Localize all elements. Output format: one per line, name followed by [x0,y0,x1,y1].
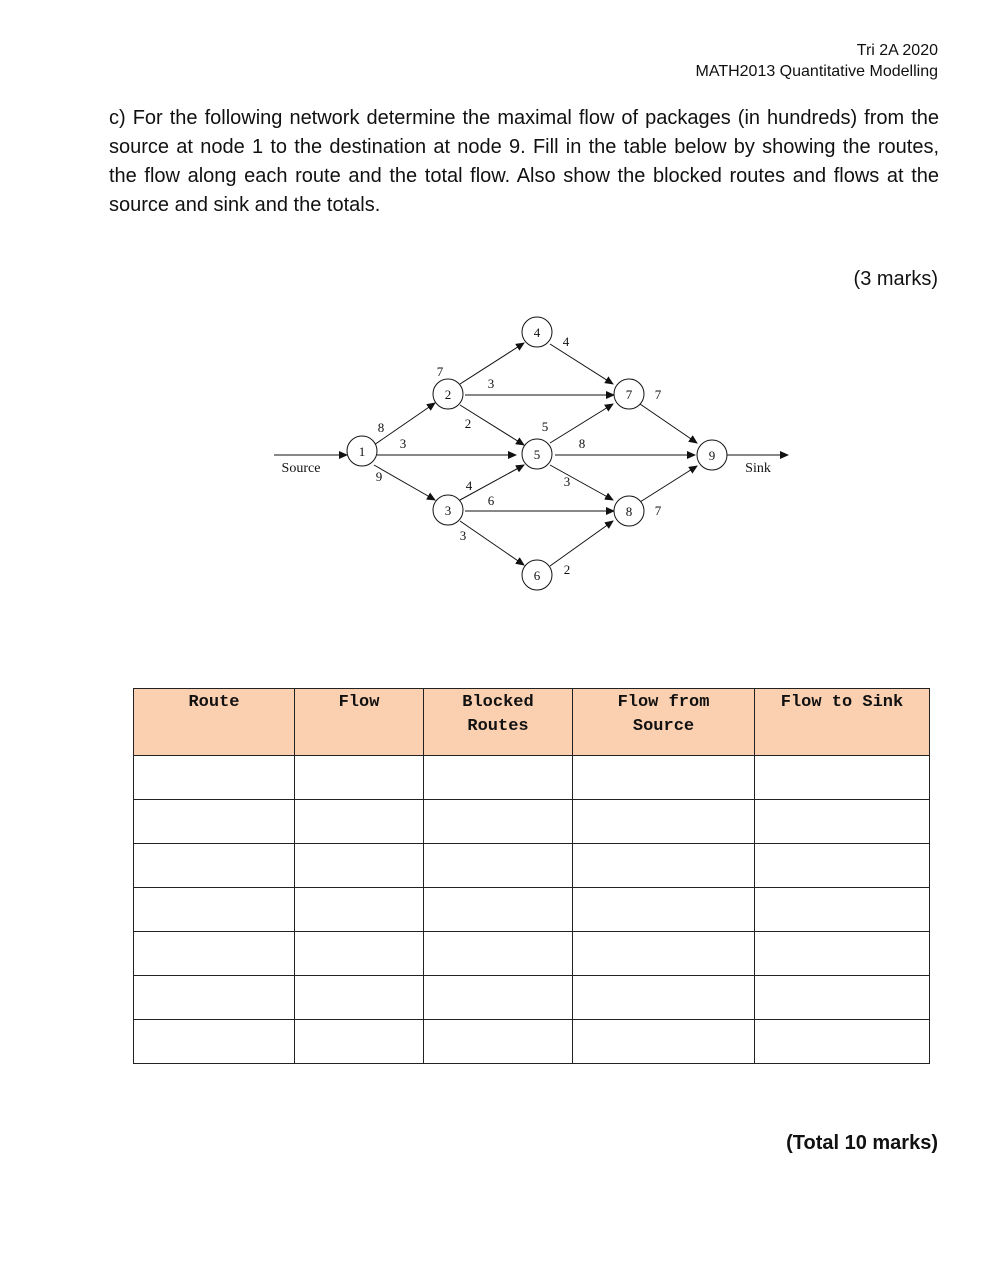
edge-5-8 [550,465,613,500]
node-1-label: 1 [358,444,366,459]
flow-to-sink-cell[interactable] [755,1020,930,1064]
route-cell[interactable] [134,756,295,800]
edge-label: 2 [563,562,571,577]
trimester-label: Tri 2A 2020 [856,42,938,59]
flow-from-source-cell[interactable] [573,976,755,1020]
table-row [134,932,930,976]
edge-6-8 [550,521,613,566]
flow-from-source-cell[interactable] [573,1020,755,1064]
header-flow-from-source: Flow from Source [573,689,755,756]
blocked-routes-cell[interactable] [424,888,573,932]
node-9-label: 9 [708,448,716,463]
edge-4-7 [550,344,613,384]
edge-label: 7 [654,503,662,518]
edge-label: 5 [541,419,549,434]
edge-label: 6 [487,493,495,508]
route-cell[interactable] [134,888,295,932]
edge-label: 4 [562,334,570,349]
node-7-label: 7 [625,387,633,402]
table-row [134,1020,930,1064]
flow-cell[interactable] [295,800,424,844]
flow-cell[interactable] [295,888,424,932]
edge-label: 8 [578,436,586,451]
node-4-label: 4 [533,325,541,340]
route-cell[interactable] [134,800,295,844]
node-3-label: 3 [444,503,452,518]
flow-from-source-cell[interactable] [573,756,755,800]
flow-cell[interactable] [295,1020,424,1064]
edge-label: 3 [399,436,407,451]
flow-to-sink-cell[interactable] [755,976,930,1020]
blocked-routes-cell[interactable] [424,1020,573,1064]
source-label: Source [281,461,321,476]
network-diagram [260,300,800,600]
edge-1-3 [374,465,435,500]
header-flow-to-sink: Flow to Sink [755,689,930,756]
flow-to-sink-cell[interactable] [755,888,930,932]
header-flow: Flow [295,689,424,756]
flow-cell[interactable] [295,932,424,976]
route-cell[interactable] [134,1020,295,1064]
flow-from-source-cell[interactable] [573,800,755,844]
flow-cell[interactable] [295,756,424,800]
table-row [134,756,930,800]
table-row [134,888,930,932]
edge-label: 7 [654,387,662,402]
edge-label: 3 [459,528,467,543]
header-route: Route [134,689,295,756]
edge-label: 8 [377,420,385,435]
route-cell[interactable] [134,976,295,1020]
blocked-routes-cell[interactable] [424,756,573,800]
sink-label: Sink [745,461,771,476]
question-text: c) For the following network determine the maximal flow of packages (in hundreds) from the source at node 1 to the destination at node 9. Fill in the table below by showing the routes, the flow along each route and the total flow. Also show the blocked routes and flows at the source and sink and the totals. [109,107,939,216]
question-marks: (3 marks) [853,268,938,290]
blocked-routes-cell[interactable] [424,932,573,976]
route-cell[interactable] [134,844,295,888]
edge-8-9 [640,466,697,502]
blocked-routes-cell[interactable] [424,844,573,888]
header-blocked-routes: Blocked Routes [424,689,573,756]
course-title: MATH2013 Quantitative Modelling [695,63,938,80]
node-5-label: 5 [533,447,541,462]
page-header [696,40,939,82]
edge-7-9 [640,404,697,443]
edge-label: 4 [465,478,473,493]
blocked-routes-cell[interactable] [424,976,573,1020]
table-row [134,844,930,888]
edge-label: 9 [375,469,383,484]
blocked-routes-cell[interactable] [424,800,573,844]
table-row [134,976,930,1020]
edge-label: 7 [436,364,444,379]
route-cell[interactable] [134,932,295,976]
flow-from-source-cell[interactable] [573,844,755,888]
table-row [134,800,930,844]
edge-3-6 [460,521,524,565]
node-2-label: 2 [444,387,452,402]
flow-from-source-cell[interactable] [573,888,755,932]
flow-from-source-cell[interactable] [573,932,755,976]
flow-to-sink-cell[interactable] [755,844,930,888]
total-marks: (Total 10 marks) [786,1132,938,1154]
node-8-label: 8 [625,504,633,519]
flow-to-sink-cell[interactable] [755,800,930,844]
flow-cell[interactable] [295,976,424,1020]
edge-label: 2 [464,416,472,431]
node-6-label: 6 [533,568,541,583]
edge-label: 3 [487,376,495,391]
table-header-row [134,689,930,756]
flow-to-sink-cell[interactable] [755,756,930,800]
flow-cell[interactable] [295,844,424,888]
answer-table [133,688,930,1064]
edge-label: 3 [563,474,571,489]
flow-to-sink-cell[interactable] [755,932,930,976]
